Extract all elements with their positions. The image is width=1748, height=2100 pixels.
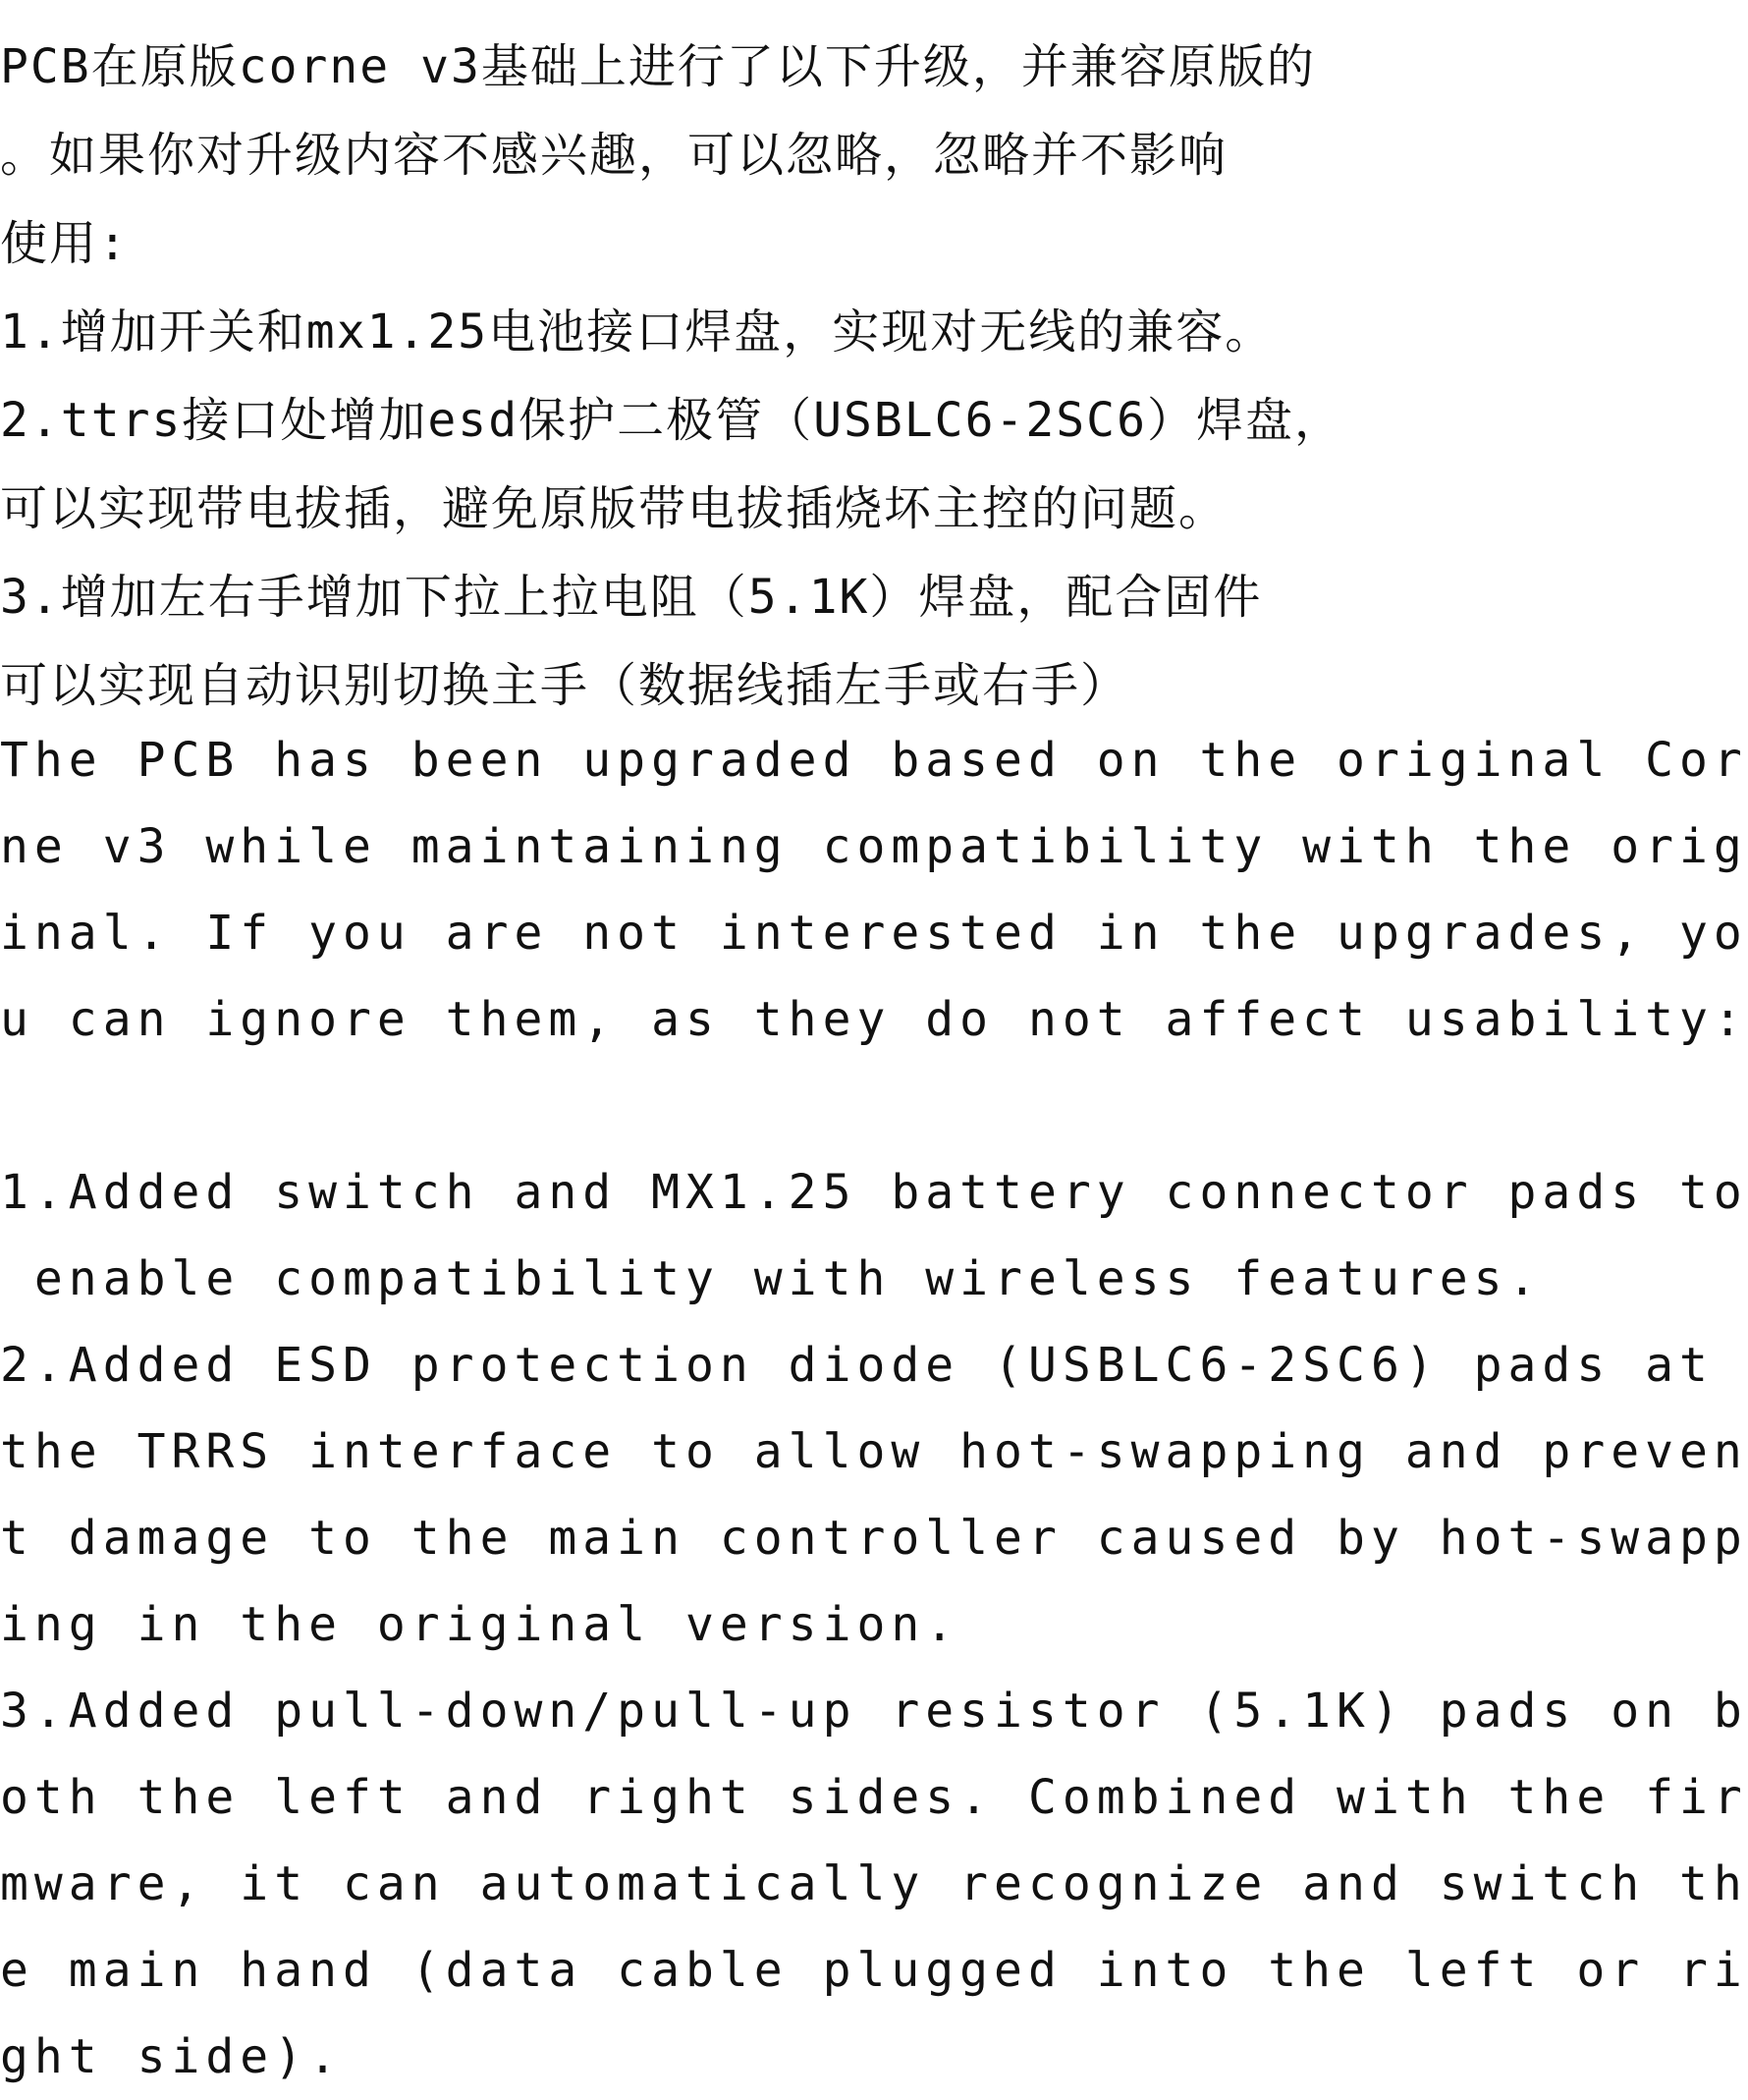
english-intro-line-3: inal. If you are not interested in the upgrades, yo [0, 906, 1748, 961]
english-item-line-4: the TRRS interface to allow hot-swapping and preven [0, 1424, 1748, 1479]
english-item-line-7: 3.Added pull-down/pull-up resistor (5.1K) pads on b [0, 1684, 1748, 1739]
chinese-text-line-1: PCB在原版corne v3基础上进行了以下升级，并兼容原版的 [0, 39, 1316, 94]
english-intro-line-2: ne v3 while maintaining compatibility with the orig [0, 819, 1748, 874]
chinese-text-line-3: 使用: [0, 216, 129, 271]
english-item-line-10: e main hand (data cable plugged into the left or ri [0, 1943, 1748, 1998]
english-item-line-11: ght side). [0, 2029, 343, 2084]
english-item-line-5: t damage to the main controller caused by hot-swapp [0, 1511, 1748, 1566]
chinese-text-line-2: 。如果你对升级内容不感兴趣，可以忽略，忽略并不影响 [0, 128, 1229, 183]
english-item-line-1: 1.Added switch and MX1.25 battery connector pads to [0, 1165, 1748, 1220]
chinese-text-line-4: 1.增加开关和mx1.25电池接口焊盘，实现对无线的兼容。 [0, 304, 1275, 359]
chinese-text-line-8: 可以实现自动识别切换主手（数据线插左手或右手） [0, 658, 1130, 713]
english-item-line-8: oth the left and right sides. Combined with the fir [0, 1770, 1748, 1825]
chinese-text-line-5: 2.ttrs接口处增加esd保护二极管（USBLC6-2SC6）焊盘， [0, 393, 1343, 448]
english-intro-line-4: u can ignore them, as they do not affect usability: [0, 992, 1748, 1047]
chinese-text-line-7: 3.增加左右手增加下拉上拉电阻（5.1K）焊盘，配合固件 [0, 570, 1263, 625]
english-item-line-2: enable compatibility with wireless features. [0, 1251, 1543, 1306]
english-item-line-9: mware, it can automatically recognize and switch th [0, 1856, 1748, 1911]
english-intro-line-1: The PCB has been upgraded based on the original Cor [0, 733, 1748, 788]
english-item-line-3: 2.Added ESD protection diode (USBLC6-2SC6) pads at [0, 1338, 1714, 1393]
english-item-line-6: ing in the original version. [0, 1597, 960, 1652]
chinese-text-line-6: 可以实现带电拔插，避免原版带电拔插烧坏主控的问题。 [0, 481, 1229, 536]
